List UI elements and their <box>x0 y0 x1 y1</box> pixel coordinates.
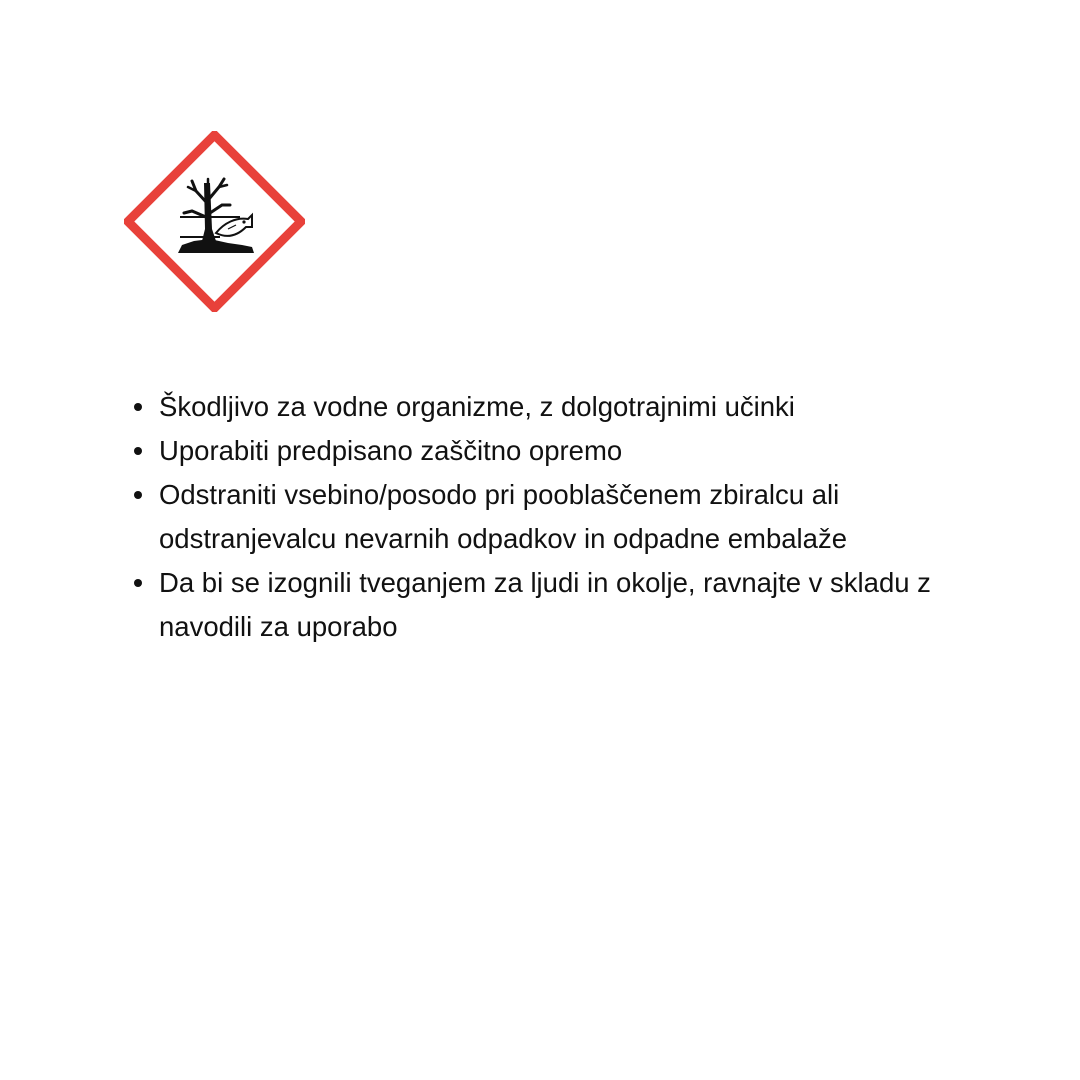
bullet-icon <box>134 579 142 587</box>
list-item <box>134 473 994 561</box>
statement-text: Odstraniti vsebino/posodo pri pooblaščenem zbiralcu ali odstranjevalcu nevarnih odpadkov in odpadne embalaže <box>159 479 847 554</box>
environmental-hazard-icon <box>124 131 305 312</box>
hazard-statements-list <box>134 385 994 649</box>
list-item <box>134 561 994 649</box>
statement-text: Uporabiti predpisano zaščitno opremo <box>159 435 623 466</box>
statement-text: Da bi se izognili tveganjem za ljudi in okolje, ravnajte v skladu z navodili za uporabo <box>159 567 931 642</box>
bullet-icon <box>134 403 142 411</box>
bullet-icon <box>134 491 142 499</box>
list-item <box>134 429 994 473</box>
list-item <box>134 385 994 429</box>
bullet-icon <box>134 447 142 455</box>
statement-text: Škodljivo za vodne organizme, z dolgotrajnimi učinki <box>159 391 795 422</box>
